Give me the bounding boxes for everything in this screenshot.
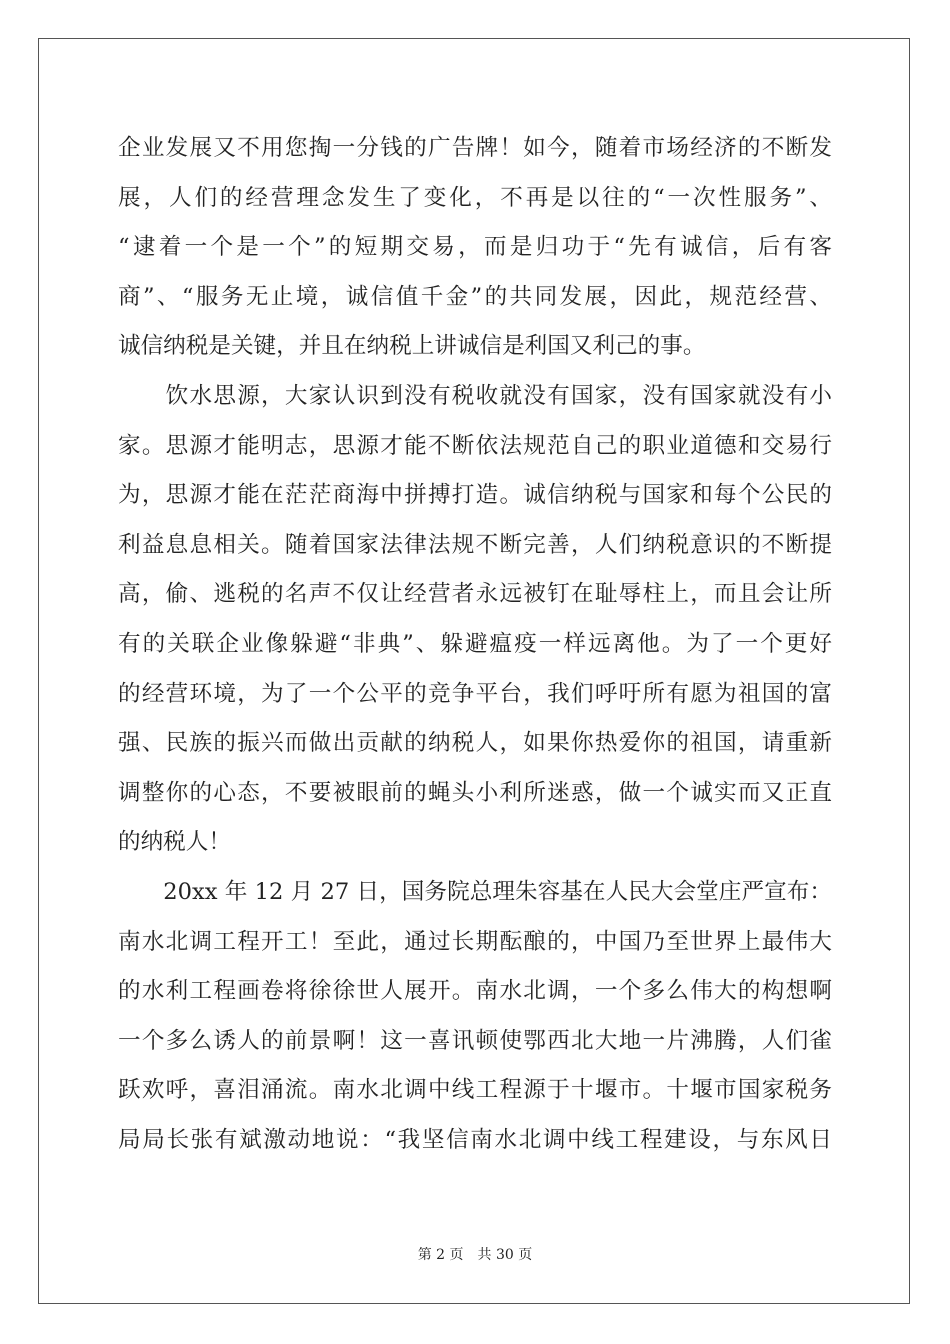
text-line: 饮水思源，大家认识到没有税收就没有国家，没有国家就没有小 bbox=[118, 382, 832, 409]
page-number-footer: 第 2 页 共 30 页 bbox=[417, 1247, 533, 1263]
paragraph-3 bbox=[118, 868, 832, 1166]
text-line: 一个多么诱人的前景啊！这一喜讯顿使鄂西北大地一片沸腾，人们雀 bbox=[118, 1027, 832, 1054]
text-line: 展，人们的经营理念发生了变化，不再是以往的“一次性服务”、 bbox=[118, 184, 832, 211]
text-line: 局局长张有斌激动地说：“我坚信南水北调中线工程建设，与东风日 bbox=[118, 1126, 832, 1153]
text-line: 为，思源才能在茫茫商海中拼搏打造。诚信纳税与国家和每个公民的 bbox=[118, 482, 832, 509]
text-line: 企业发展又不用您掏一分钱的广告牌！如今，随着市场经济的不断发 bbox=[118, 135, 832, 161]
text-line: 强、民族的振兴而做出贡献的纳税人，如果你热爱你的祖国，请重新 bbox=[118, 730, 832, 757]
text-line: 南水北调工程开工！至此，通过长期酝酿的，中国乃至世界上最伟大 bbox=[118, 928, 832, 955]
text-line: 调整你的心态，不要被眼前的蝇头小利所迷惑，做一个诚实而又正直 bbox=[118, 779, 832, 806]
text-line: 的水利工程画卷将徐徐世人展开。南水北调，一个多么伟大的构想啊 bbox=[118, 978, 832, 1005]
paragraph-2 bbox=[118, 372, 832, 868]
text-line: 有的关联企业像躲避“非典”、躲避瘟疫一样远离他。为了一个更好 bbox=[118, 630, 832, 657]
document-body bbox=[118, 124, 832, 1165]
text-line: 高，偷、逃税的名声不仅让经营者永远被钉在耻辱柱上，而且会让所 bbox=[118, 581, 832, 608]
text-line: 的纳税人！ bbox=[118, 829, 231, 856]
text-line: 的经营环境，为了一个公平的竞争平台，我们呼吁所有愿为祖国的富 bbox=[118, 680, 832, 707]
text-line: 跃欢呼，喜泪涌流。南水北调中线工程源于十堰市。十堰市国家税务 bbox=[118, 1077, 832, 1104]
text-line: “逮着一个是一个”的短期交易，而是归功于“先有诚信，后有客 bbox=[118, 234, 832, 261]
text-line: 诚信纳税是关键，并且在纳税上讲诚信是利国又利己的事。 bbox=[118, 333, 706, 360]
text-line: 利益息息相关。随着国家法律法规不断完善，人们纳税意识的不断提 bbox=[118, 531, 832, 558]
text-line: 20xx 年 12 月 27 日，国务院总理朱容基在人民大会堂庄严宣布： bbox=[118, 878, 832, 905]
paragraph-1 bbox=[118, 124, 832, 372]
text-line: 家。思源才能明志，思源才能不断依法规范自己的职业道德和交易行 bbox=[118, 432, 832, 459]
text-line: 商”、“服务无止境，诚信值千金”的共同发展，因此，规范经营、 bbox=[118, 283, 832, 310]
